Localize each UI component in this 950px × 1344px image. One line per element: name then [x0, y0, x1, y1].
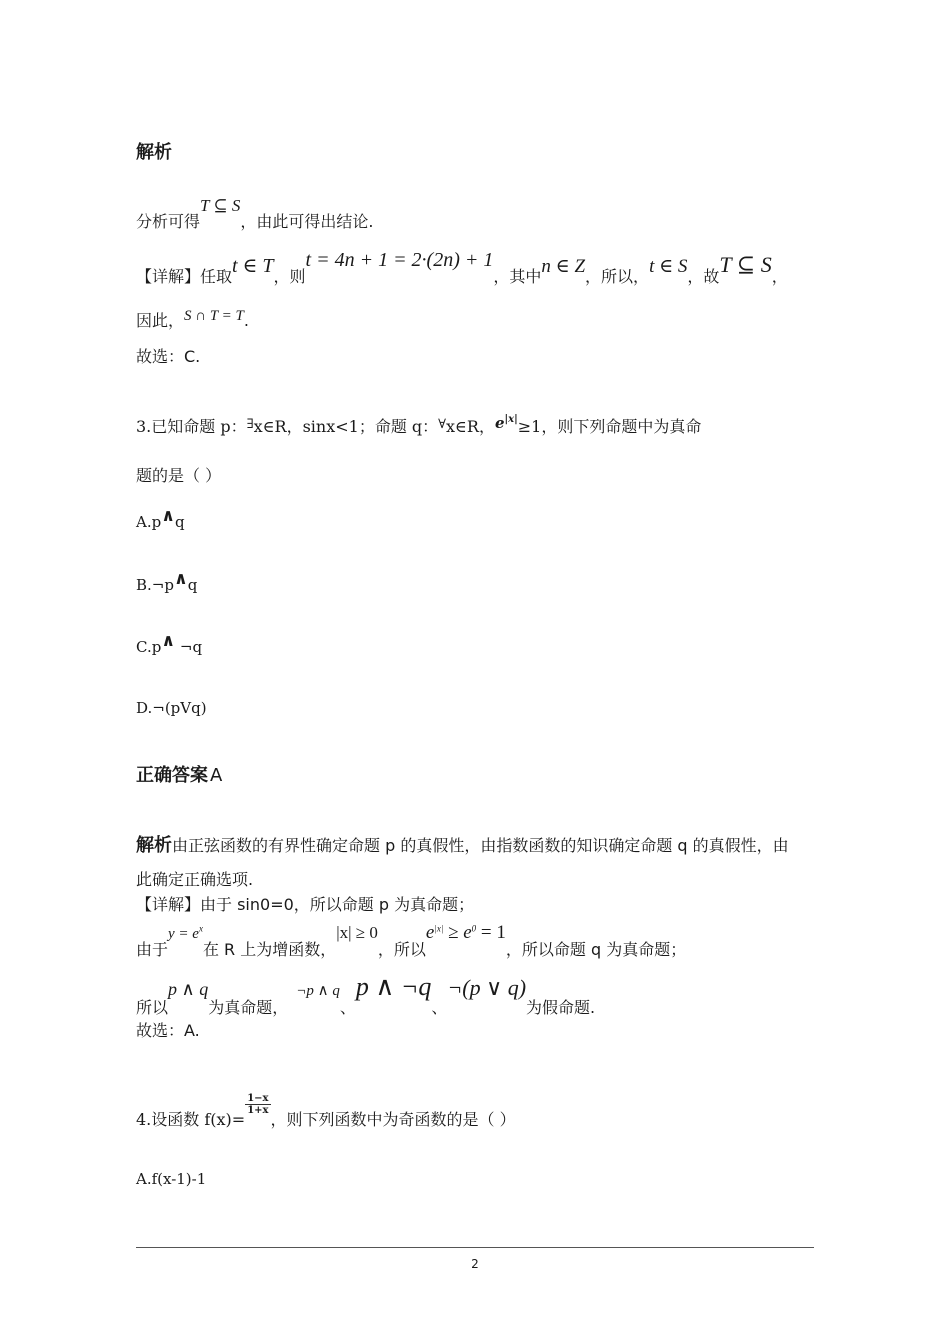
- option-c-tail: ¬q: [175, 638, 203, 656]
- therefore-math: S ∩ T = T: [184, 308, 244, 324]
- answer3-value: A: [210, 765, 223, 786]
- option-c-operator: ∧: [161, 631, 176, 651]
- line4-math-1-sup: x: [198, 923, 203, 934]
- detail-text-1: ，则: [273, 267, 306, 286]
- option-b-label: B.¬p: [136, 576, 174, 594]
- analysis3-text-1: 由正弦函数的有界性确定命题 p 的真假性，由指数函数的知识确定命题 q 的真假性，由: [172, 836, 789, 855]
- q3-exp-base: e: [494, 414, 505, 432]
- line4-text-3: ，所以: [377, 940, 426, 959]
- option-a[interactable]: [136, 506, 185, 532]
- option-d[interactable]: D.¬(pVq): [136, 699, 207, 717]
- line4-math-3-mid: ≥ e: [443, 922, 472, 943]
- option-a-label: A.p: [136, 513, 162, 531]
- q4-fraction: [245, 1093, 270, 1116]
- option-a-operator: ∧: [161, 506, 176, 526]
- detail-math-2: t = 4n + 1 = 2·(2n) + 1: [305, 249, 494, 271]
- option-a-tail: q: [175, 513, 185, 531]
- line4-math-3-sup: |x|: [434, 923, 444, 934]
- question4-stem: [136, 1085, 516, 1129]
- q3-stem-part2: x∈R，sinx<1；命题 q：: [253, 417, 439, 436]
- line4-text-4: ，所以命题 q 为真命题；: [505, 940, 687, 959]
- analysis-line: [136, 193, 374, 231]
- line4-math-3-end: = 1: [476, 922, 506, 943]
- question3-stem: [136, 414, 701, 437]
- exists-symbol: ∃: [246, 417, 254, 432]
- q3-exp-power: |x|: [504, 413, 518, 425]
- line5-sep-2: 、: [431, 998, 448, 1017]
- analysis-suffix: ，由此可得出结论.: [240, 212, 374, 231]
- therefore-prefix: 因此，: [136, 311, 185, 330]
- line5-sep-1: 、: [339, 998, 356, 1017]
- q4-stem-part2: ，则下列函数中为奇函数的是（ ）: [270, 1110, 516, 1129]
- q4-fraction-denominator: 1+x: [247, 1105, 269, 1116]
- q3-stem-part4: ≥1，则下列命题中为真命: [517, 417, 702, 436]
- q4-stem-part1: 4.设函数 f(x)=: [136, 1110, 246, 1129]
- therefore-line: [136, 302, 249, 330]
- detail-math-4: t ∈ S: [649, 256, 688, 277]
- detail-text-2: ，其中: [493, 267, 542, 286]
- page-number: 2: [471, 1257, 479, 1271]
- analysis3-line1: [136, 831, 789, 857]
- line5-text-2: 为真命题，: [208, 998, 289, 1017]
- line5-math-3: p ∧ ¬q: [355, 972, 432, 1001]
- line4-math-2: |x| ≥ 0: [336, 923, 378, 942]
- analysis-math: T ⊆ S: [200, 196, 241, 215]
- line4-text-1: 由于: [136, 940, 169, 959]
- line4-math-1-base: y = e: [168, 926, 199, 942]
- option-c-label: C.p: [136, 638, 162, 656]
- analysis3-line5: [136, 972, 596, 1017]
- line5-math-1: p ∧ q: [168, 979, 209, 999]
- line5-text-1: 所以: [136, 998, 169, 1017]
- analysis3-line2: 此确定正确选项.: [136, 870, 254, 889]
- option-b-tail: q: [187, 576, 198, 594]
- detail-line: [136, 249, 788, 286]
- question3-stem-line2: 题的是（ ）: [136, 466, 222, 485]
- option-b-operator: ∧: [173, 569, 188, 589]
- q4-option-a[interactable]: A.f(x-1)-1: [136, 1170, 207, 1188]
- analysis3-detail: 【详解】由于 sin0=0，所以命题 p 为真命题；: [136, 895, 475, 914]
- option-c[interactable]: [136, 631, 203, 657]
- detail-text-4: ，故: [687, 267, 720, 286]
- analysis3-heading: 解析: [136, 835, 172, 856]
- detail-math-3: n ∈ Z: [541, 256, 586, 277]
- line4-math-3-sup2: 0: [471, 923, 477, 934]
- section1-choice: 故选：C.: [136, 347, 201, 366]
- answer3-label: 正确答案: [136, 765, 208, 786]
- line5-text-3: 为假命题.: [526, 998, 596, 1017]
- option-b[interactable]: [136, 569, 198, 595]
- line5-math-4: ¬(p ∨ q): [447, 975, 527, 1000]
- line5-math-2: ¬p ∧ q: [296, 983, 340, 999]
- answer3-line: [136, 761, 222, 787]
- detail-text-5: ，: [771, 267, 788, 286]
- analysis3-line4: [136, 920, 687, 959]
- detail-math-1: t ∈ T: [232, 255, 274, 277]
- q4-fraction-numerator: 1−x: [247, 1093, 269, 1104]
- analysis-prefix: 分析可得: [136, 212, 201, 231]
- q3-stem-part1: 3.已知命题 p：: [136, 417, 247, 436]
- therefore-suffix: .: [243, 311, 249, 330]
- detail-tag: 【详解】任取: [136, 267, 233, 286]
- detail-text-3: ，所以，: [585, 267, 650, 286]
- line4-math-3-base: e: [425, 922, 435, 943]
- line4-text-2: 在 R 上为增函数，: [202, 940, 337, 959]
- q3-stem-part3: x∈R，: [446, 417, 495, 436]
- detail-math-5: T ⊆ S: [719, 252, 772, 277]
- forall-symbol: ∀: [438, 417, 447, 432]
- footer-rule: [136, 1247, 814, 1248]
- section1-heading: 解析: [136, 142, 172, 163]
- analysis3-choice: 故选：A.: [136, 1021, 200, 1040]
